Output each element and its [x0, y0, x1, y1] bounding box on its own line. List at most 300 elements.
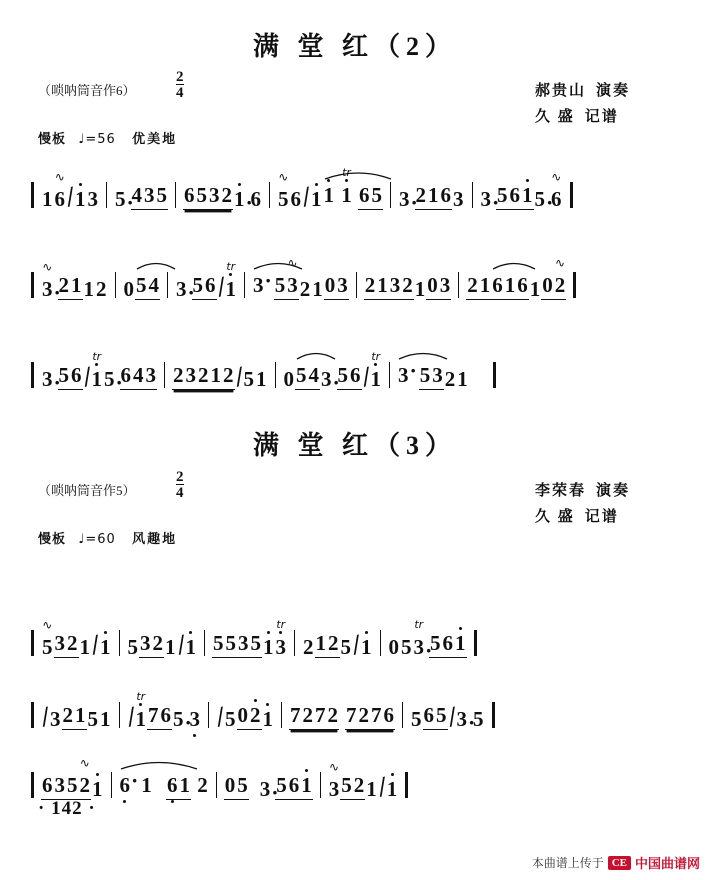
beamed-group [496, 183, 534, 210]
note: 1 [361, 635, 372, 659]
note: 3 [480, 187, 491, 211]
note: 2 [358, 703, 369, 727]
note: 0 [388, 635, 399, 659]
beamed-group [192, 273, 217, 300]
grace-slash: ╱ [359, 368, 373, 387]
note: 3 [54, 773, 65, 797]
grace-slash: ╱ [214, 278, 228, 297]
note: 3 [432, 363, 443, 387]
note: 5 [243, 367, 254, 391]
note: 1 [42, 187, 53, 211]
note: 4 [131, 183, 142, 207]
note: 3 [144, 183, 155, 207]
page-title-piece-2: 满 堂 红（3） [252, 431, 457, 460]
note: 1 [210, 363, 221, 387]
note: 5 [225, 707, 236, 731]
note: 5 [276, 773, 287, 797]
grace-slash: ╱ [124, 708, 138, 727]
tempo-note-value: ♩=56 [78, 132, 116, 147]
note: 2 [221, 183, 232, 207]
beamed-group [324, 273, 349, 300]
note: 0 [123, 277, 134, 301]
tempo-mood: 优美地 [132, 131, 178, 146]
note: 5 [192, 273, 203, 297]
instrument-note-piece-1: （唢呐筒音作6） [38, 83, 136, 98]
measure [175, 260, 237, 305]
beamed-group [62, 703, 87, 730]
note: 1 [179, 773, 190, 797]
slur-group [295, 363, 320, 390]
note: 1 [315, 631, 326, 655]
note: 6 [517, 273, 528, 297]
beamed-group [131, 183, 169, 210]
note: ∿ 3 [287, 256, 298, 297]
note: 6 [350, 363, 361, 387]
note: 1 [529, 277, 541, 301]
note: 5 [115, 187, 126, 211]
note: 6 [440, 183, 451, 207]
note: 6 [205, 273, 216, 297]
time-signature-numerator: 2 [176, 69, 184, 85]
tempo-marking-piece-1 [38, 128, 177, 147]
note: 0 [237, 703, 248, 727]
measure [328, 760, 399, 801]
transcriber-role: 记谱 [584, 109, 619, 125]
note: 5 [473, 707, 484, 731]
note: 1 [312, 277, 323, 301]
note: 2 [327, 703, 338, 727]
note: 0 [427, 273, 438, 297]
measure [224, 773, 313, 805]
beamed-group [212, 631, 237, 658]
note: 5 [58, 363, 69, 387]
beamed-group [295, 363, 320, 390]
note: 3 [185, 363, 196, 387]
beamed-group [54, 631, 79, 658]
note: 1 [301, 773, 312, 797]
performer-name: 李荣春 [535, 483, 587, 499]
note: 5 [87, 707, 98, 731]
tempo-note-value: ♩=60 [78, 532, 116, 547]
slur-group [323, 166, 384, 210]
note: 2 [444, 367, 456, 391]
staff-row [24, 248, 690, 305]
note: 5 [156, 183, 167, 207]
grace-slash: ╱ [80, 368, 94, 387]
note: 6 [250, 187, 261, 211]
staff-row [24, 678, 690, 735]
note: 1 [455, 631, 466, 655]
note: 5 [136, 273, 147, 297]
note: ∿ 5 [278, 170, 289, 211]
note: 2 [299, 277, 311, 301]
slur [295, 349, 320, 361]
note: 4 [308, 363, 319, 387]
measure [172, 363, 268, 390]
note: tr 1 [91, 350, 102, 391]
measure [41, 170, 99, 211]
augmentation-dot: · [245, 190, 253, 215]
augmentation-dot: · [131, 768, 139, 793]
staff-row [24, 338, 690, 395]
grace-slash: ╱ [232, 368, 246, 387]
note: 6 [383, 703, 394, 727]
beamed-group [423, 703, 448, 730]
grace-slash: ╱ [63, 188, 78, 207]
note: 6 [42, 773, 53, 797]
note: 3 [145, 363, 156, 387]
beamed-group [237, 631, 262, 658]
note: 1 [428, 183, 439, 207]
note: 1 [311, 187, 322, 211]
augmentation-dot: · [53, 370, 61, 395]
note: 3 [253, 273, 264, 297]
grace-slash: ╱ [174, 636, 188, 655]
measure [183, 183, 262, 215]
beamed-group [315, 631, 340, 658]
note: 1 [366, 777, 377, 801]
note: 6 [120, 363, 131, 387]
beamed-group [275, 773, 313, 800]
site-logo-icon: CE [608, 856, 631, 870]
time-signature-denominator: 4 [176, 485, 184, 501]
tempo-marking-piece-2 [38, 528, 177, 547]
beamed-group [172, 363, 235, 390]
note: 2 [67, 631, 78, 655]
measure [213, 703, 274, 731]
note: 3 [439, 273, 451, 297]
beamed-group [139, 631, 164, 658]
note: 5 [104, 367, 115, 391]
beamed-group [166, 773, 191, 800]
slur [323, 169, 384, 181]
measure [212, 618, 287, 659]
measure [41, 756, 104, 801]
staff-row [24, 748, 690, 805]
note: 3 [399, 187, 410, 211]
note: tr 1 [225, 260, 236, 301]
beamed-group [364, 273, 414, 300]
grace-slash: ╱ [299, 188, 314, 207]
beamed-group [135, 273, 160, 300]
note: 1 [414, 277, 426, 301]
measure [38, 703, 112, 731]
note: 5 [274, 273, 286, 297]
note: 1 [75, 703, 86, 727]
beamed-group [58, 363, 83, 390]
grace-slash: ╱ [375, 778, 390, 797]
note: 5 [296, 363, 307, 387]
note: 6 [442, 631, 453, 655]
measure [123, 273, 161, 300]
note: 5 [341, 773, 352, 797]
note: 0 [224, 773, 236, 797]
beamed-group [340, 773, 365, 800]
note: 3 [140, 631, 151, 655]
performer-role: 演奏 [596, 483, 631, 499]
note: 6 [290, 187, 301, 211]
augmentation-dot: · [546, 190, 554, 215]
beamed-group [426, 273, 451, 300]
slur [135, 259, 160, 271]
grace-slash: ╱ [445, 708, 459, 727]
note: 2 [328, 631, 339, 655]
beamed-group [224, 773, 249, 800]
slur-group [252, 256, 299, 300]
note: 3 [398, 363, 409, 387]
note: 7 [148, 703, 159, 727]
measure [480, 170, 563, 215]
credits-piece-1 [535, 78, 630, 130]
note: 5 [401, 635, 412, 659]
note: 5 [371, 183, 382, 207]
note: 3 [337, 273, 348, 297]
note: 4 [133, 363, 144, 387]
note: 3 [389, 273, 401, 297]
note: 1 [100, 707, 111, 731]
note: 5 [237, 773, 248, 797]
note: 1 [504, 273, 516, 297]
note: ∿ 3 [328, 760, 340, 801]
note: 3 [259, 777, 271, 801]
beamed-group [41, 756, 91, 800]
note: 4 [148, 273, 159, 297]
augmentation-dot: · [53, 280, 61, 305]
note: 5 [173, 707, 184, 731]
note: 2 [467, 273, 478, 297]
measure [41, 618, 112, 659]
slur-group [135, 273, 160, 300]
beamed-group [466, 273, 491, 300]
beamed-group [345, 703, 395, 730]
note: 7 [290, 703, 301, 727]
note: 3 [209, 183, 220, 207]
augmentation-dot: · [126, 190, 134, 215]
augmentation-dot: · [115, 370, 123, 395]
note: 2 [402, 273, 413, 297]
note: 3 [54, 631, 65, 655]
measure [41, 260, 108, 305]
page-number: · 142 · [38, 798, 96, 819]
note: 2 [353, 773, 365, 797]
grace-slash: ╱ [349, 636, 364, 655]
slur [397, 349, 444, 361]
measure [397, 358, 469, 391]
beamed-group [147, 703, 172, 730]
note: 3 [321, 367, 332, 391]
note: 7 [346, 703, 357, 727]
note: 6 [160, 703, 171, 727]
note: 3 [87, 187, 98, 211]
time-signature-denominator: 4 [176, 85, 184, 101]
note: 2 [198, 363, 209, 387]
beamed-group [491, 273, 529, 300]
note: 3 [238, 631, 249, 655]
slur-group [119, 768, 209, 800]
staff-row [24, 158, 690, 215]
note: 1 [256, 367, 267, 391]
augmentation-dot: · [425, 638, 433, 663]
note: 2 [303, 635, 314, 659]
note: 3 [50, 707, 61, 731]
note: 7 [315, 703, 326, 727]
beamed-group [183, 183, 233, 210]
note: 2 [173, 363, 184, 387]
note: 2 [415, 183, 426, 207]
tempo-mood: 风趣地 [132, 531, 178, 546]
performer-name: 郝贵山 [535, 83, 587, 99]
note: 2 [58, 273, 69, 297]
note: 5 [411, 707, 422, 731]
note: ∿ 5 [42, 618, 53, 659]
note: 0 [324, 273, 336, 297]
grace-slash: ╱ [88, 636, 103, 655]
note: tr 1 [135, 690, 146, 731]
note: 6 [492, 273, 503, 297]
note: 3 [176, 277, 187, 301]
beamed-group [58, 273, 83, 300]
note: 1 [141, 773, 152, 797]
beamed-group [541, 256, 566, 300]
measure [277, 166, 383, 211]
beamed-group [415, 183, 453, 210]
transcriber-name: 久 盛 [535, 109, 575, 125]
credits-piece-2 [535, 478, 630, 530]
note: 1 [377, 273, 388, 297]
note: ∿ 6 [551, 170, 562, 211]
augmentation-dot: · [409, 358, 417, 383]
note: 0 [542, 273, 553, 297]
note: 1 [79, 635, 90, 659]
note: 6 [288, 773, 300, 797]
staff-row [24, 606, 690, 663]
time-signature-piece-1 [176, 70, 184, 100]
note: 6 [119, 773, 130, 797]
note: tr 3 [275, 618, 286, 659]
beamed-group [274, 256, 299, 300]
note: ∿ 2 [79, 756, 90, 797]
note: 5 [430, 631, 441, 655]
note: 2 [96, 277, 107, 301]
note: 5 [419, 363, 431, 387]
measure [364, 273, 452, 300]
note: 2 [223, 363, 234, 387]
beamed-group [358, 183, 383, 210]
tempo-label: 慢板 [38, 531, 67, 546]
page-title-piece-1: 满 堂 红（2） [252, 32, 457, 61]
measure [41, 350, 157, 395]
note: 1 [165, 635, 176, 659]
beamed-group [120, 363, 158, 390]
note: 6 [423, 703, 434, 727]
transcriber-role: 记谱 [584, 509, 619, 525]
note: 5 [534, 187, 545, 211]
note: 6 [184, 183, 195, 207]
note: 5 [340, 635, 351, 659]
note: 3 [42, 367, 53, 391]
measure [302, 631, 373, 658]
note: 6 [71, 363, 82, 387]
grace-slash: ╱ [38, 708, 53, 727]
tempo-label: 慢板 [38, 131, 67, 146]
note: 2 [302, 703, 313, 727]
note: 6 [509, 183, 520, 207]
augmentation-dot: · [271, 780, 279, 805]
note: 5 [213, 631, 224, 655]
beamed-group [289, 703, 339, 730]
measure [466, 256, 566, 301]
note: 3 [453, 187, 464, 211]
performer-role: 演奏 [596, 83, 631, 99]
note: 3 [456, 707, 467, 731]
note: 5 [497, 183, 508, 207]
note: 1 [75, 187, 86, 211]
note: 5 [196, 183, 207, 207]
note: 2 [62, 703, 73, 727]
note: tr 3 [413, 618, 424, 659]
augmentation-dot: · [492, 190, 500, 215]
note: 1 [386, 777, 398, 801]
beamed-group [237, 703, 262, 730]
note: 1 [479, 273, 491, 297]
note: 2 [250, 703, 261, 727]
note: 5 [127, 635, 138, 659]
note: 1 [234, 187, 245, 211]
time-signature-piece-2 [176, 470, 184, 500]
beamed-group [337, 363, 362, 390]
note: 6 [167, 773, 178, 797]
note: 5 [337, 363, 348, 387]
measure [410, 703, 485, 735]
note: 0 [283, 367, 294, 391]
slur [491, 259, 529, 271]
note: ∿ 6 [54, 170, 65, 211]
augmentation-dot: · [332, 370, 340, 395]
instrument-note-piece-2: （唢呐筒音作5） [38, 483, 136, 498]
measure [124, 690, 202, 735]
note: 1 [83, 277, 94, 301]
note: 1 [185, 635, 196, 659]
note: ∿ 2 [554, 256, 566, 297]
footer-text: 本曲谱上传于 [531, 856, 604, 870]
note: tr 1 [341, 166, 352, 207]
note: 2 [197, 773, 208, 797]
slur-group [397, 358, 444, 390]
note: tr 1 [370, 350, 381, 391]
measure [119, 768, 209, 800]
measure [289, 703, 395, 730]
note: 5 [250, 631, 261, 655]
note: 5 [436, 703, 447, 727]
note: ∿ 3 [42, 260, 53, 301]
beamed-group [429, 631, 467, 658]
measure [398, 183, 465, 215]
note: 1 [100, 635, 111, 659]
measure [388, 618, 467, 663]
note: 2 [364, 273, 376, 297]
note: 1 [263, 635, 274, 659]
measure [283, 350, 383, 395]
grace-slash: ╱ [213, 708, 228, 727]
footer-attribution [532, 853, 700, 872]
transcriber-name: 久 盛 [535, 509, 575, 525]
note: 2 [152, 631, 163, 655]
note: 1 [92, 777, 103, 801]
note: 1 [262, 707, 273, 731]
augmentation-dot: · [184, 710, 192, 735]
note: 1 [323, 183, 334, 207]
site-name[interactable]: 中国曲谱网 [634, 856, 700, 871]
